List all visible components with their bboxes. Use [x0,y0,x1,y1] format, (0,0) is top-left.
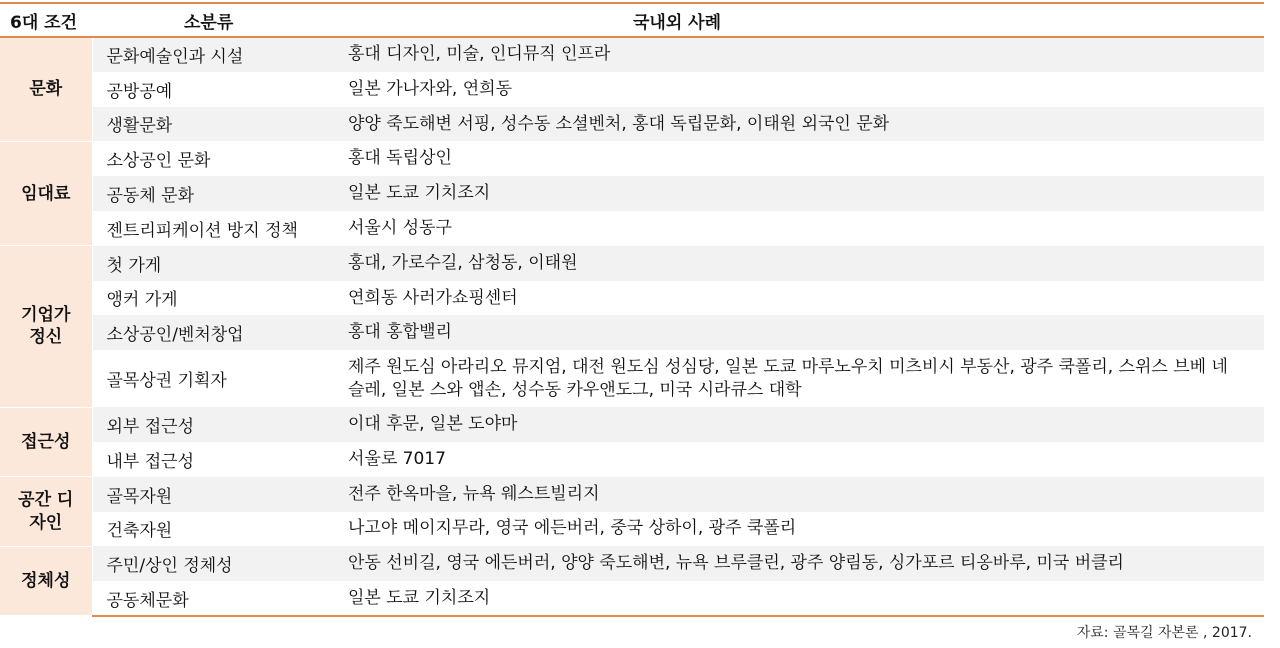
cases-cell: 서울로 7017 [348,448,446,469]
table-row [0,407,1264,442]
subcategory-cell: 소상공인/벤처창업 [92,315,330,350]
cases-cell: 일본 도쿄 기치조지 [330,581,1264,616]
category-culture: 문화 [0,37,92,141]
conditions-table [0,2,1264,617]
table-row [0,546,1264,581]
table-row [0,37,1264,72]
category-space-design [0,477,92,547]
header-row [0,3,1264,37]
subcategory-cell: 건축자원 [92,512,330,547]
table-row [0,442,1264,477]
subcategory-cell: 주민/상인 정체성 [92,546,330,581]
subcategory-cell: 소상공인 문화 [92,141,330,176]
cases-cell: 일본 가나자와, 연희동 [348,78,513,99]
header-subcategory: 소분류 [92,3,330,37]
cases-cell: 일본 도쿄 기치조지 [330,176,1264,211]
subcategory-cell: 골목자원 [92,477,330,512]
header-condition: 6대 조건 [0,3,92,37]
table-row [0,246,1264,281]
cases-cell: 홍대, 가로수길, 삼청동, 이태원 [330,246,1264,281]
category-rent: 임대료 [0,141,92,245]
cases-cell: 홍대 홍합밸리 [330,315,1264,350]
subcategory-cell: 생활문화 [92,107,330,142]
cases-cell: 홍대 디자인, 미술, 인디뮤직 인프라 [330,37,1264,72]
cases-cell: 서울시 성동구 [348,217,452,238]
subcategory-cell: 문화예술인과 시설 [92,37,330,72]
cases-cell: 제주 원도심 아라리오 뮤지엄, 대전 원도심 성심당, 일본 도쿄 마루노우치 미츠비시 부동산, 광주 쿡폴리, 스위스 브베 네슬레, 일본 스와 앱손, 성수동 카우앤도그, 미국 시라큐스 대학 [348,356,1228,400]
subcategory-cell: 골목상권 기획자 [92,350,330,407]
subcategory-cell: 외부 접근성 [92,407,330,442]
table-row [0,211,1264,246]
cases-cell: 안동 선비길, 영국 에든버러, 양양 죽도해변, 뉴욕 브루클린, 광주 양림동, 싱가포르 티옹바루, 미국 버클리 [330,546,1264,581]
source-note: 자료: 골목길 자본론 , 2017. [1076,625,1252,641]
table-row [0,477,1264,512]
category-label: 기업가 정신 [21,305,71,348]
subcategory-cell: 공동체문화 [92,581,330,616]
table-row [0,281,1264,316]
table-row [0,350,1264,407]
category-identity: 정체성 [0,546,92,616]
category-entrepreneurship [0,246,92,407]
table-row [0,141,1264,176]
subcategory-cell: 첫 가게 [92,246,330,281]
header-cases: 국내외 사례 [330,3,1264,37]
cases-cell: 전주 한옥마을, 뉴욕 웨스트빌리지 [330,477,1264,512]
table-row [0,315,1264,350]
table-row [0,512,1264,547]
cases-cell: 양양 죽도해변 서핑, 성수동 소셜벤처, 홍대 독립문화, 이태원 외국인 문화 [330,107,1264,142]
cases-cell: 연희동 사러가쇼핑센터 [348,287,518,308]
subcategory-cell: 공방공예 [92,72,330,107]
subcategory-cell: 내부 접근성 [92,442,330,477]
table-row [0,72,1264,107]
category-accessibility: 접근성 [0,407,92,477]
subcategory-cell: 앵커 가게 [92,281,330,316]
subcategory-cell: 공동체 문화 [92,176,330,211]
table-row [0,176,1264,211]
cases-cell: 이대 후문, 일본 도야마 [330,407,1264,442]
category-label: 공간 디자인 [18,490,74,533]
cases-cell: 나고야 메이지무라, 영국 에든버러, 중국 상하이, 광주 쿡폴리 [348,518,797,539]
cases-cell: 홍대 독립상인 [348,148,452,169]
subcategory-cell: 젠트리피케이션 방지 정책 [92,211,330,246]
table-row [0,107,1264,142]
table-row [0,581,1264,616]
